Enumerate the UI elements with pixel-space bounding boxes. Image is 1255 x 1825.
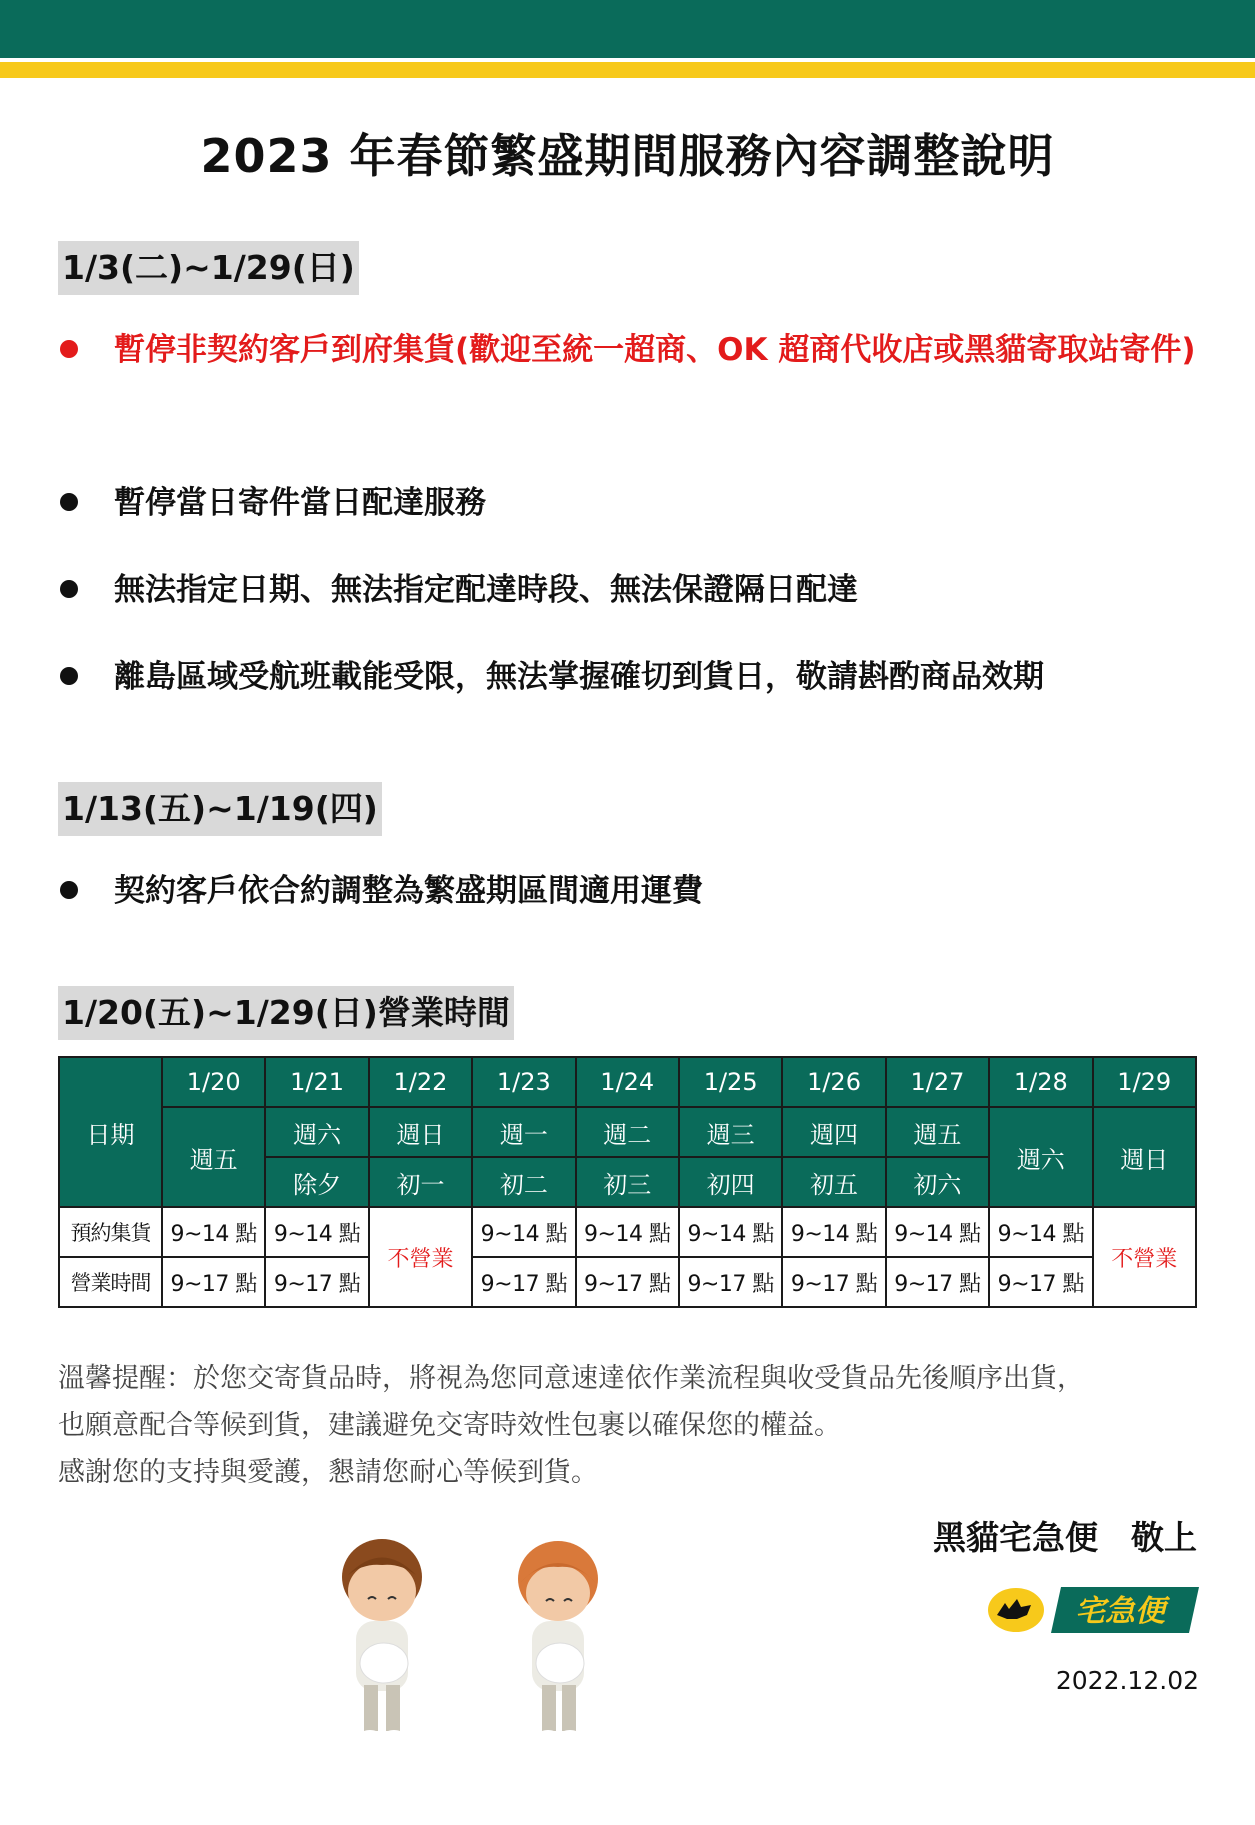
table-row-hours: [59, 1257, 1196, 1307]
row-label-hours: 營業時間: [59, 1257, 162, 1307]
date-cell: 1/29: [1093, 1057, 1196, 1107]
kuroneko-logo: [987, 1585, 1199, 1635]
lunar-cell: 初五: [782, 1157, 885, 1207]
table-row-dates: [59, 1057, 1196, 1107]
section-heading-3: 1/20(五)~1/29(日)營業時間: [58, 986, 514, 1040]
table-row-weekdays: [59, 1107, 1196, 1157]
issue-date: 2022.12.02: [1055, 1666, 1199, 1695]
section-heading-1: 1/3(二)~1/29(日): [58, 241, 359, 295]
date-cell: 1/28: [989, 1057, 1092, 1107]
weekday-cell: 週六: [989, 1107, 1092, 1207]
lunar-cell: 初四: [679, 1157, 782, 1207]
date-cell: 1/25: [679, 1057, 782, 1107]
bullet-dot-icon: [60, 580, 78, 598]
bullet-1-1: [58, 316, 1208, 384]
pickup-cell: 9~14 點: [782, 1207, 885, 1257]
lunar-cell: 初二: [472, 1157, 575, 1207]
pickup-cell: 9~14 點: [265, 1207, 368, 1257]
pickup-cell: 9~14 點: [576, 1207, 679, 1257]
lunar-cell: 初一: [369, 1157, 472, 1207]
bullet-text: 契約客戶依合約調整為繁盛期區間適用運費: [114, 873, 703, 909]
weekday-cell: 週日: [1093, 1107, 1196, 1207]
date-cell: 1/21: [265, 1057, 368, 1107]
date-label-header: 日期: [59, 1057, 162, 1207]
date-cell: 1/26: [782, 1057, 885, 1107]
reminder-note: [58, 1355, 1208, 1496]
date-cell: 1/23: [472, 1057, 575, 1107]
bullet-2-1: [58, 867, 1208, 915]
weekday-cell: 週四: [782, 1107, 885, 1157]
bullet-text: 無法指定日期、無法指定配達時段、無法保證隔日配達: [114, 572, 858, 608]
bullet-1-2: [58, 479, 1208, 527]
bowing-mascots-illustration: [320, 1535, 620, 1745]
logo-text: 宅急便: [1075, 1594, 1165, 1629]
hours-cell: 9~17 點: [162, 1257, 265, 1307]
pickup-cell: 9~14 點: [679, 1207, 782, 1257]
reminder-line: 溫馨提醒：於您交寄貨品時，將視為您同意速達依作業流程與收受貨品先後順序出貨，: [58, 1363, 1084, 1394]
reminder-line: 也願意配合等候到貨，建議避免交寄時效性包裹以確保您的權益。: [58, 1410, 841, 1441]
hours-cell: 9~17 點: [265, 1257, 368, 1307]
row-label-pickup: 預約集貨: [59, 1207, 162, 1257]
hours-cell: 9~17 點: [472, 1257, 575, 1307]
bullet-dot-icon: [60, 340, 78, 358]
date-cell: 1/20: [162, 1057, 265, 1107]
reminder-line: 感謝您的支持與愛護，懇請您耐心等候到貨。: [58, 1457, 598, 1488]
pickup-cell: 9~14 點: [162, 1207, 265, 1257]
bullet-text: 暫停非契約客戶到府集貨(歡迎至統一超商、OK 超商代收店或黑貓寄取站寄件): [114, 332, 1196, 368]
weekday-cell: 週六: [265, 1107, 368, 1157]
bullet-1-3: [58, 566, 1208, 614]
pickup-cell: 9~14 點: [472, 1207, 575, 1257]
bullet-dot-icon: [60, 881, 78, 899]
pickup-cell: 9~14 點: [886, 1207, 989, 1257]
pickup-cell: 9~14 點: [989, 1207, 1092, 1257]
lunar-cell: 初六: [886, 1157, 989, 1207]
mascot-boy-icon: [342, 1539, 422, 1740]
top-green-band: [0, 0, 1255, 58]
date-cell: 1/27: [886, 1057, 989, 1107]
top-gold-band: [0, 62, 1255, 78]
closed-cell: 不營業: [369, 1207, 472, 1307]
bullet-1-4: [58, 653, 1208, 701]
closed-cell: 不營業: [1093, 1207, 1196, 1307]
bullet-text: 暫停當日寄件當日配達服務: [114, 485, 486, 521]
weekday-cell: 週五: [162, 1107, 265, 1207]
bullet-dot-icon: [60, 493, 78, 511]
mascot-girl-icon: [518, 1541, 598, 1740]
weekday-cell: 週五: [886, 1107, 989, 1157]
bullet-dot-icon: [60, 667, 78, 685]
signature: 黑貓宅急便 敬上: [933, 1518, 1197, 1557]
lunar-cell: 除夕: [265, 1157, 368, 1207]
hours-cell: 9~17 點: [782, 1257, 885, 1307]
hours-cell: 9~17 點: [576, 1257, 679, 1307]
date-cell: 1/24: [576, 1057, 679, 1107]
hours-cell: 9~17 點: [989, 1257, 1092, 1307]
table-row-pickup: [59, 1207, 1196, 1257]
business-hours-table: [58, 1056, 1197, 1308]
hours-cell: 9~17 點: [886, 1257, 989, 1307]
weekday-cell: 週一: [472, 1107, 575, 1157]
date-cell: 1/22: [369, 1057, 472, 1107]
lunar-cell: 初三: [576, 1157, 679, 1207]
weekday-cell: 週日: [369, 1107, 472, 1157]
weekday-cell: 週二: [576, 1107, 679, 1157]
hours-cell: 9~17 點: [679, 1257, 782, 1307]
weekday-cell: 週三: [679, 1107, 782, 1157]
page-title: 2023 年春節繁盛期間服務內容調整說明: [200, 129, 1055, 183]
bullet-text: 離島區域受航班載能受限，無法掌握確切到貨日，敬請斟酌商品效期: [114, 659, 1044, 695]
section-heading-2: 1/13(五)~1/19(四): [58, 782, 382, 836]
